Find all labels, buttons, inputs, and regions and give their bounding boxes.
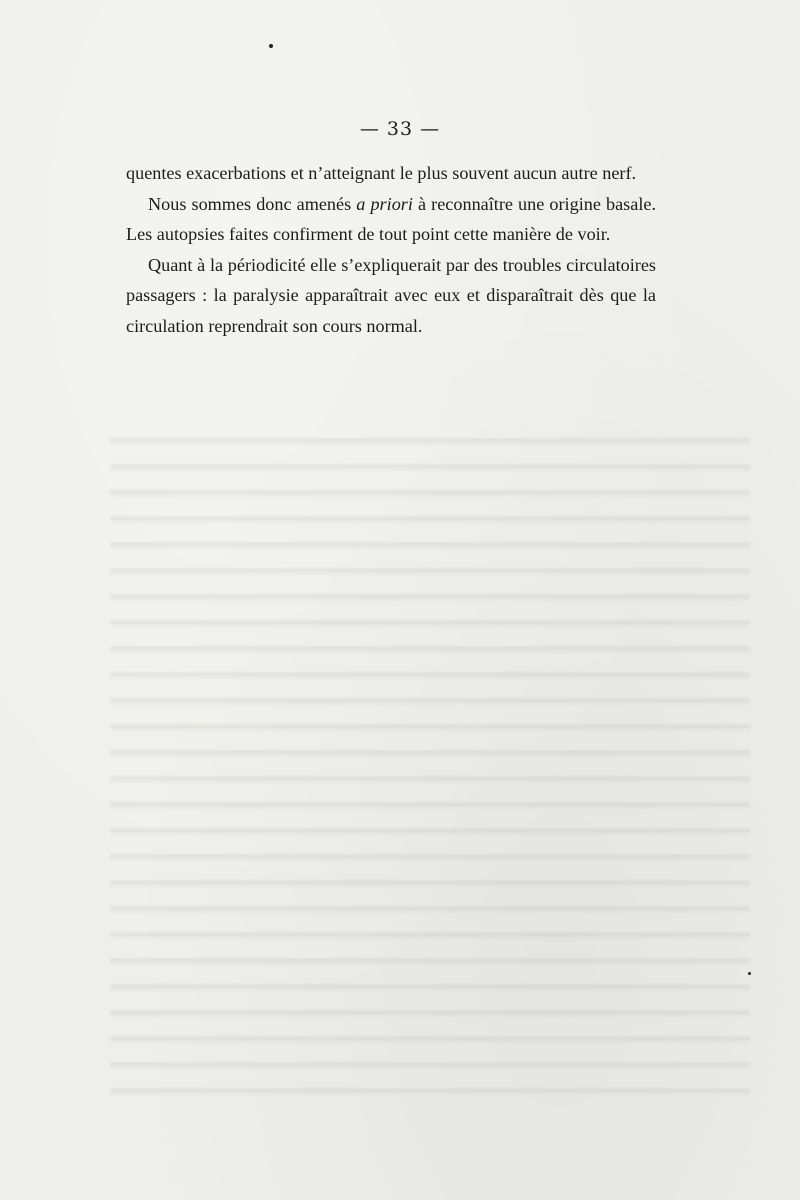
emphasis-a-priori: a priori bbox=[356, 193, 413, 214]
bleed-through-text bbox=[110, 420, 750, 1100]
page-number: — 33 — bbox=[359, 118, 441, 140]
ink-speck bbox=[748, 972, 751, 975]
paragraph-2-rest: à reconnaître une origine basale. Les autopsies faites confirment de tout point cette manière de voir. bbox=[126, 193, 657, 245]
ink-speck bbox=[269, 44, 273, 48]
paragraph-1: quentes exacerbations et n’atteignant le plus souvent aucun autre nerf. bbox=[126, 163, 637, 183]
paragraph-2 bbox=[126, 189, 656, 250]
paragraph-3: Quant à la périodicité elle s’expliquerait par des troubles circulatoires passagers : la paralysie apparaîtrait avec eux et disparaîtrait dès que la circulation reprendrait son cours normal. bbox=[126, 254, 656, 336]
body-text bbox=[126, 158, 656, 342]
paragraph-2-start: Nous sommes donc amenés bbox=[148, 193, 357, 214]
